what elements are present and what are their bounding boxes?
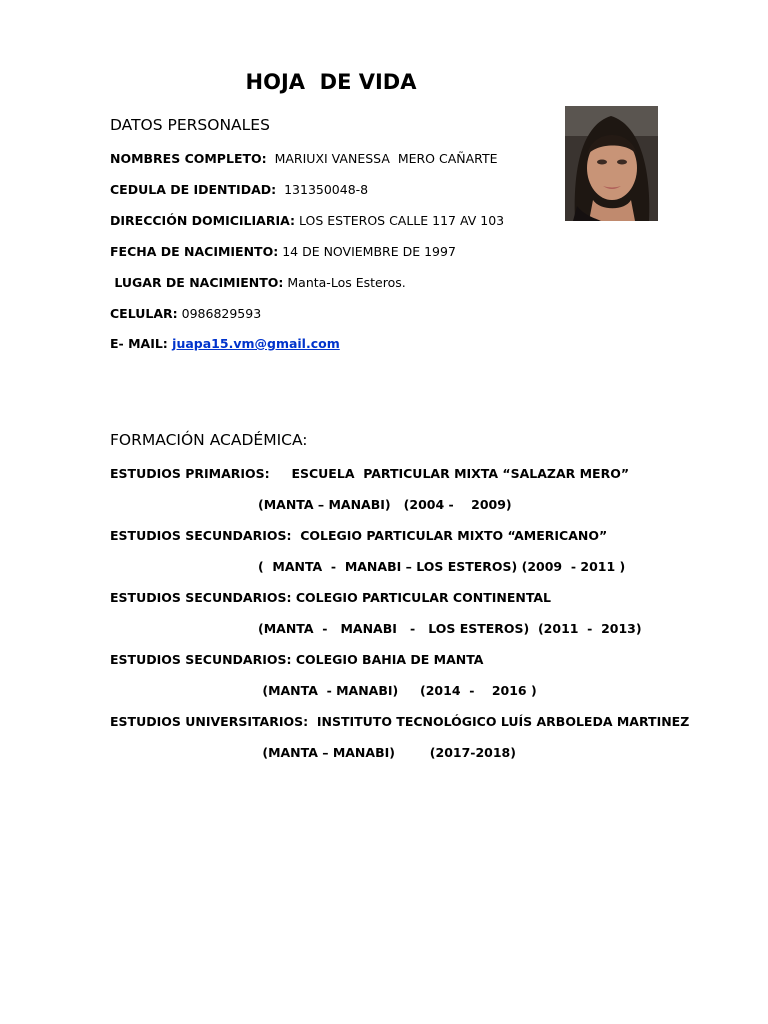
education-level-label: ESTUDIOS SECUNDARIOS:	[110, 528, 292, 543]
education-entry-university	[110, 714, 689, 729]
education-entry-secondary-1	[110, 528, 607, 543]
field-value: 131350048-8	[276, 182, 369, 197]
field-value: 14 DE NOVIEMBRE DE 1997	[278, 244, 456, 259]
field-value: Manta-Los Esteros.	[283, 275, 406, 290]
education-detail: (MANTA - MANABI) (2014 - 2016 )	[258, 683, 537, 698]
education-entry-secondary-3	[110, 652, 483, 667]
education-school: COLEGIO PARTICULAR CONTINENTAL	[291, 590, 552, 605]
education-entry-secondary-2	[110, 590, 551, 605]
email-link[interactable]: juapa15.vm@gmail.com	[172, 336, 340, 351]
education-school: INSTITUTO TECNOLÓGICO LUÍS ARBOLEDA MARTINEZ	[308, 714, 690, 729]
field-value: MARIUXI VANESSA MERO CAÑARTE	[266, 151, 498, 166]
education-detail: ( MANTA - MANABI – LOS ESTEROS) (2009 - 2011 )	[258, 559, 626, 574]
field-value: 0986829593	[177, 306, 262, 321]
personal-field-address	[110, 213, 504, 228]
education-school: ESCUELA PARTICULAR MIXTA “SALAZAR MERO”	[269, 466, 630, 481]
education-level-label: ESTUDIOS UNIVERSITARIOS:	[110, 714, 309, 729]
education-level-label: ESTUDIOS SECUNDARIOS:	[110, 590, 292, 605]
education-detail: (MANTA – MANABI) (2017-2018)	[258, 745, 516, 760]
email-label: E- MAIL:	[110, 336, 173, 351]
profile-photo	[565, 106, 658, 221]
field-label: NOMBRES COMPLETO:	[110, 151, 267, 166]
education-school: COLEGIO PARTICULAR MIXTO “AMERICANO”	[291, 528, 608, 543]
portrait-image	[565, 106, 658, 221]
personal-field-phone	[110, 306, 261, 321]
education-detail: (MANTA – MANABI) (2004 - 2009)	[258, 497, 512, 512]
personal-field-id-number	[110, 182, 368, 197]
personal-data-heading: DATOS PERSONALES	[110, 116, 270, 134]
field-label: DIRECCIÓN DOMICILIARIA:	[110, 213, 296, 228]
field-label: CELULAR:	[110, 306, 178, 321]
document-title: HOJA DE VIDA	[245, 70, 417, 94]
education-level-label: ESTUDIOS PRIMARIOS:	[110, 466, 270, 481]
field-value: LOS ESTEROS CALLE 117 AV 103	[295, 213, 505, 228]
field-label: FECHA DE NACIMIENTO:	[110, 244, 279, 259]
personal-field-full-name	[110, 151, 498, 166]
field-label: LUGAR DE NACIMIENTO:	[110, 275, 284, 290]
field-label: CEDULA DE IDENTIDAD:	[110, 182, 277, 197]
personal-field-birth-place	[110, 275, 406, 290]
education-school: COLEGIO BAHIA DE MANTA	[291, 652, 484, 667]
personal-field-email	[110, 336, 340, 351]
education-level-label: ESTUDIOS SECUNDARIOS:	[110, 652, 292, 667]
education-detail: (MANTA - MANABI - LOS ESTEROS) (2011 - 2013)	[258, 621, 642, 636]
education-entry-primary	[110, 466, 629, 481]
personal-field-birth-date	[110, 244, 456, 259]
education-heading: FORMACIÓN ACADÉMICA:	[110, 431, 308, 449]
